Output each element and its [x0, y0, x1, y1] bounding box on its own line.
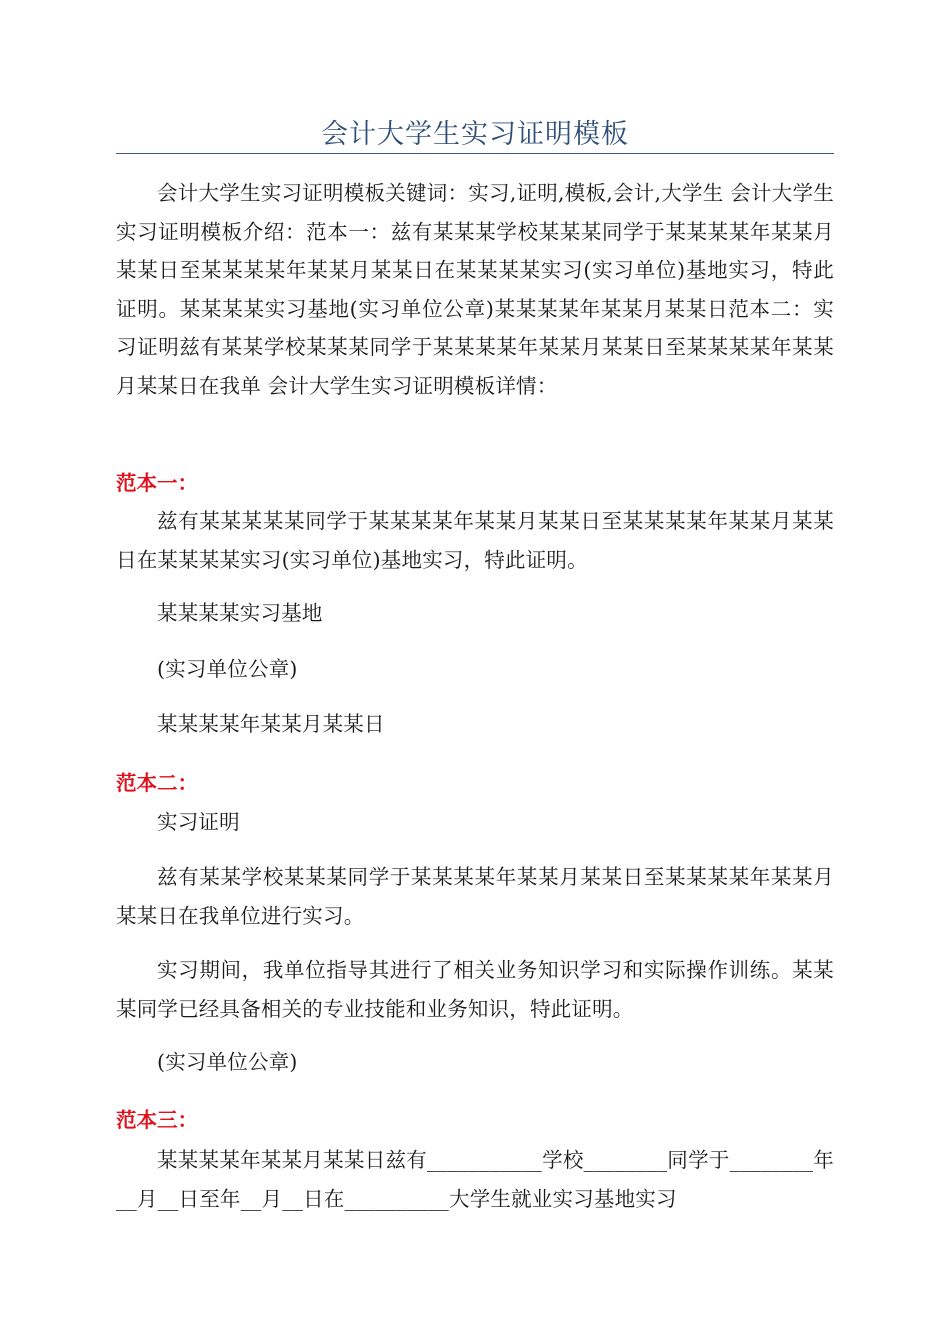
section1-seal: (实习单位公章) [157, 657, 298, 681]
section2-body1: 兹有某某学校某某某同学于某某某某年某某月某某日至某某某某年某某月某某日在我单位进行实习。 [116, 865, 834, 928]
section2-body2: 实习期间，我单位指导其进行了相关业务知识学习和实际操作训练。某某某同学已经具备相关的专业技能和业务知识，特此证明。 [116, 958, 834, 1021]
section2-seal: (实习单位公章) [157, 1050, 298, 1074]
document-title: 会计大学生实习证明模板 [321, 119, 629, 150]
section1-heading: 范本一： [116, 471, 198, 495]
section2-subtitle: 实习证明 [157, 810, 240, 834]
section2-heading: 范本二： [116, 771, 198, 795]
section3-heading: 范本三： [116, 1108, 198, 1132]
section3-body: 某某某某年某某月某某日兹有___________学校________同学于________年__月__日至年__月__日在__________大学生就业实习基地实习 [116, 1148, 834, 1211]
title-underline [116, 153, 834, 154]
intro-paragraph: 会计大学生实习证明模板关键词：实习,证明,模板,会计,大学生 会计大学生实习证明模板介绍：范本一：兹有某某某学校某某某同学于某某某某年某某月某某日至某某某某年某某月某某日在某某某某实习(实习单位)基地实习，特此证明。某某某某实习基地(实习单位公章)某某某某年某某月某某日范本二：实习证明兹有某某学校某某某同学于某某某某年某某月某某日至某某某某年某某月某某日在我单 会计大学生实习证明模板详情： [116, 181, 834, 398]
section1-base: 某某某某实习基地 [157, 601, 323, 625]
section1-body: 兹有某某某某某同学于某某某某年某某月某某日至某某某某年某某月某某日在某某某某实习(实习单位)基地实习，特此证明。 [116, 509, 834, 572]
section1-date: 某某某某年某某月某某日 [157, 712, 385, 736]
